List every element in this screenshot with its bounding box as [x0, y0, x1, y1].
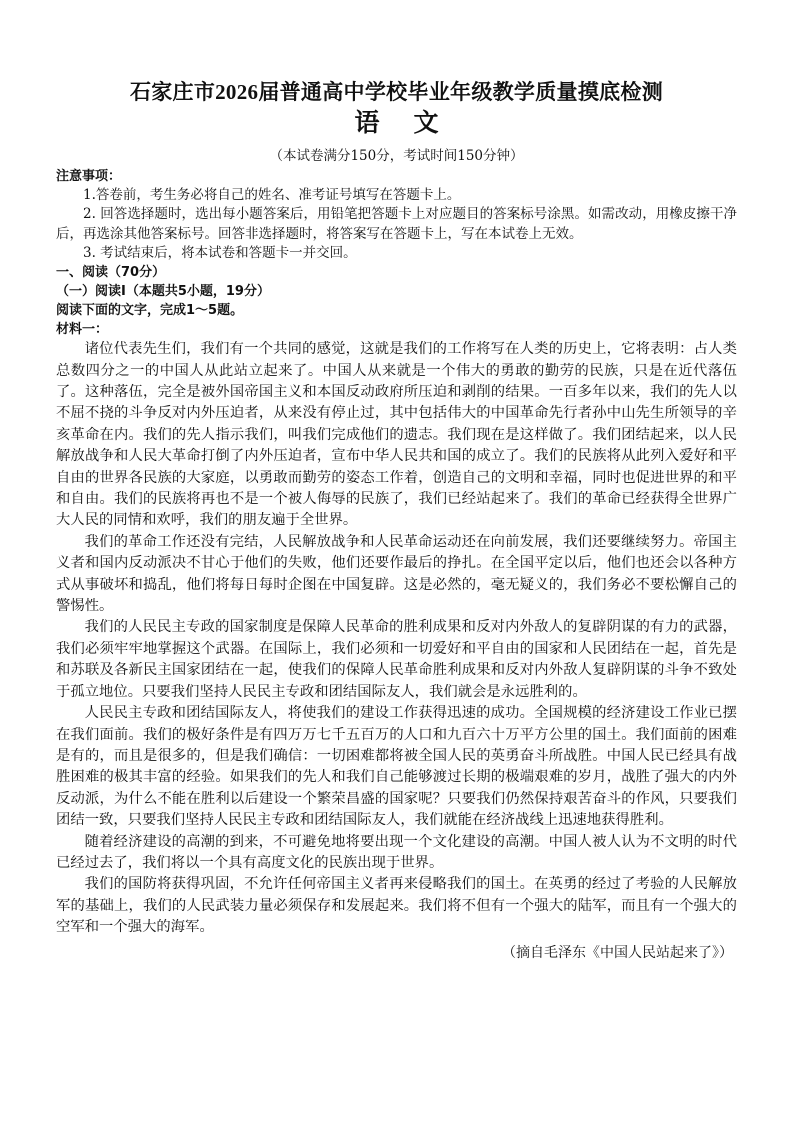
passage-paragraph: 我们的革命工作还没有完结，人民解放战争和人民革命运动还在向前发展，我们还要继续努力。帝国主义者和国内反动派决不甘心于他们的失败，他们还要作最后的挣扎。在全国平定以后，他们也还会以各种方式从事破坏和捣乱，他们将每日每时企图在中国复辟。这是必然的，毫无疑义的，我们务必不要松懈自己的警惕性。: [56, 533, 737, 615]
subject-title: 语文: [354, 108, 473, 137]
passage-paragraph: 人民民主专政和团结国际友人，将使我们的建设工作获得迅速的成功。全国规模的经济建设工作业已摆在我们面前。我们的极好条件是有四万万七千五百万的人口和九百六十万平方公里的国土。我们面前的困难是有的，而且是很多的，但是我们确信：一切困难都将被全国人民的英勇奋斗所战胜。中国人民已经具有战胜困难的极其丰富的经验。如果我们的先人和我们自己能够渡过长期的极端艰难的岁月，战胜了强大的内外反动派，为什么不能在胜利以后建设一个繁荣昌盛的国家呢？只要我们仍然保持艰苦奋斗的作风，只要我们团结一致，只要我们坚持人民民主专政和团结国际友人，我们就能在经济战线上迅速地获得胜利。: [56, 705, 737, 829]
instruction: 阅读下面的文字，完成1～5题。: [56, 303, 244, 319]
sub-heading: （一）阅读Ⅰ（本题共5小题，19分）: [56, 284, 270, 300]
exam-title: 石家庄市2026届普通高中学校毕业年级教学质量摸底检测: [129, 80, 664, 104]
passage-paragraph: 诸位代表先生们，我们有一个共同的感觉，这就是我们的工作将写在人类的历史上，它将表明：占人类总数四分之一的中国人从此站立起来了。中国人从来就是一个伟大的勇敢的勤劳的民族，只是在近代落伍了。这种落伍，完全是被外国帝国主义和本国反动政府所压迫和剥削的结果。一百多年以来，我们的先人以不屈不挠的斗争反对内外压迫者，从来没有停止过，其中包括伟大的中国革命先行者孙中山先生所领导的辛亥革命在内。我们的先人指示我们，叫我们完成他们的遗志。我们现在是这样做了。我们团结起来，以人民解放战争和人民大革命打倒了内外压迫者，宣布中华人民共和国的成立了。我们的民族将从此列入爱好和平自由的世界各民族的大家庭，以勇敢而勤劳的姿态工作着，创造自己的文明和幸福，同时也促进世界的和平和自由。我们的民族将再也不是一个被人侮辱的民族了，我们已经站起来了。我们的革命已经获得全世界广大人民的同情和欢呼，我们的朋友遍于全世界。: [56, 341, 737, 529]
notice-item: 1.答卷前，考生务必将自己的姓名、准考证号填写在答题卡上。: [83, 187, 461, 203]
passage-paragraph: 随着经济建设的高潮的到来，不可避免地将要出现一个文化建设的高潮。中国人被人认为不文明的时代已经过去了，我们将以一个具有高度文化的民族出现于世界。: [56, 833, 737, 871]
part-heading: 一、阅读（70分）: [56, 265, 166, 281]
notice-item: 2. 回答选择题时，选出每小题答案后，用铅笔把答题卡上对应题目的答案标号涂黑。如需改动，用橡皮擦干净后，再选涂其他答案标号。回答非选择题时，将答案写在答题卡上，写在本试卷上无效。: [56, 206, 737, 242]
notice-heading: 注意事项：: [56, 169, 122, 184]
notice-item: 3. 考试结束后，将本试卷和答题卡一并交回。: [83, 244, 357, 261]
passage-paragraph: 我们的人民民主专政的国家制度是保障人民革命的胜利成果和反对内外敌人的复辟阴谋的有力的武器，我们必须牢牢地掌握这个武器。在国际上，我们必须和一切爱好和平自由的国家和人民团结在一起，首先是和苏联及各新民主国家团结在一起，使我们的保障人民革命胜利成果和反对内外敌人复辟阴谋的斗争不致处于孤立地位。只要我们坚持人民民主专政和团结国际友人，我们就会是永远胜利的。: [56, 619, 737, 700]
exam-note: （本试卷满分150分，考试时间150分钟）: [269, 148, 524, 164]
material-label: 材料一：: [56, 322, 109, 338]
passage-source: （摘自毛泽东《中国人民站起来了》）: [502, 944, 733, 961]
passage-paragraph: 我们的国防将获得巩固，不允许任何帝国主义者再来侵略我们的国土。在英勇的经过了考验的人民解放军的基础上，我们的人民武装力量必须保存和发展起来。我们将不但有一个强大的陆军，而且有一个强大的空军和一个强大的海军。: [56, 876, 737, 936]
